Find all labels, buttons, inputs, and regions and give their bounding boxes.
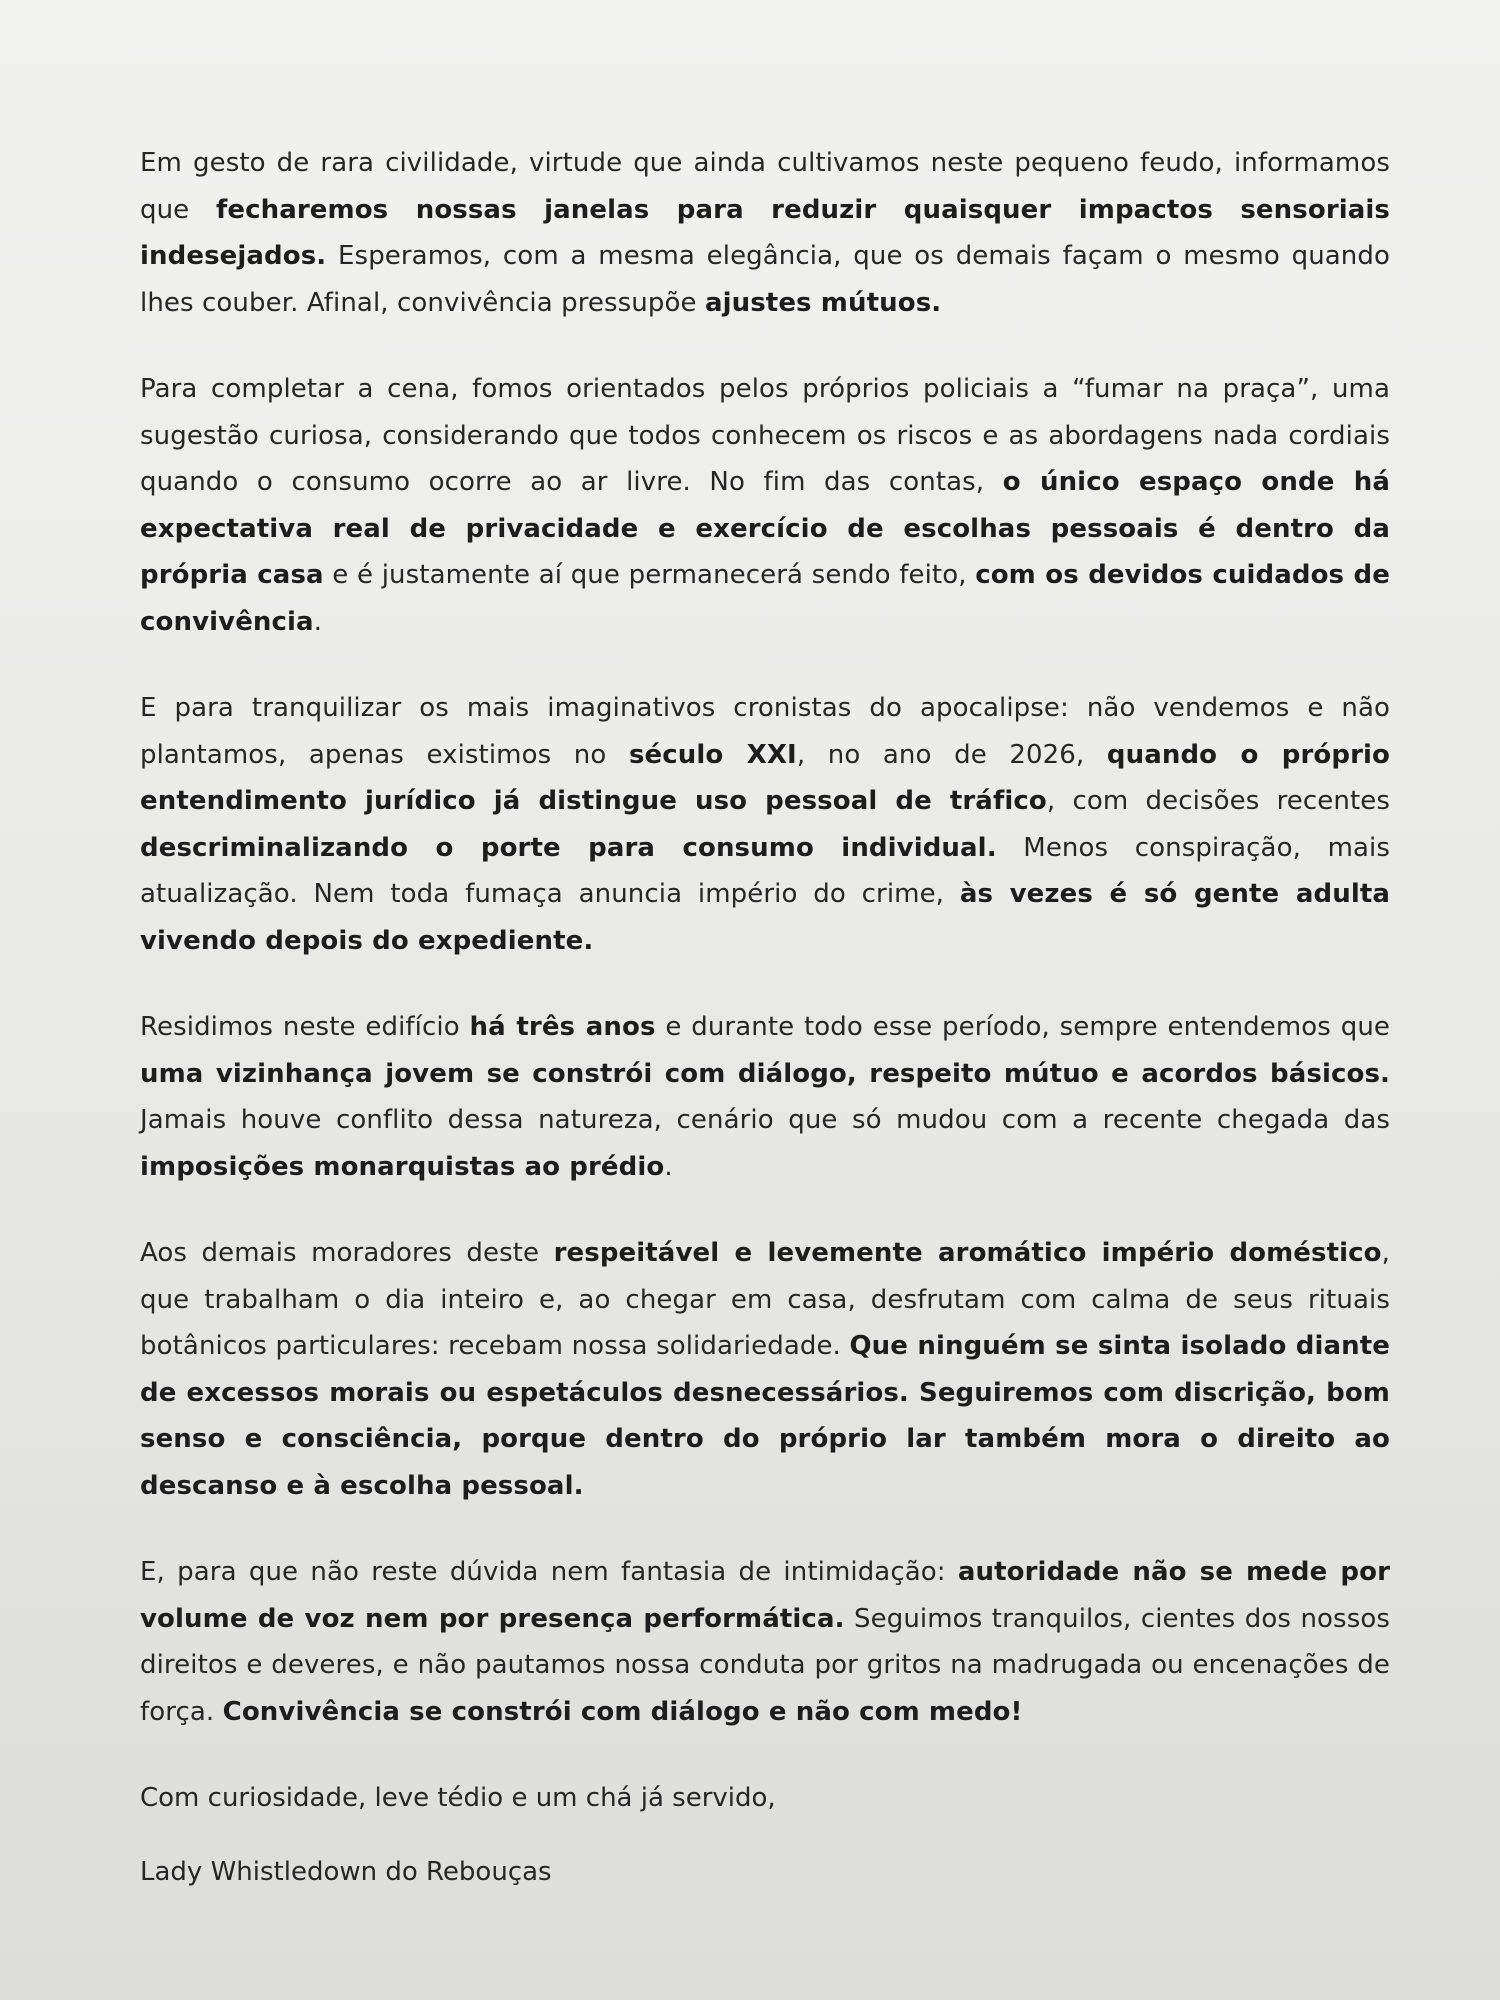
emphasis-text: respeitável e levemente aromático império doméstico (553, 1238, 1382, 1268)
body-text: , com decisões recentes (1046, 786, 1390, 816)
body-text: , que trabalham o dia inteiro e, ao chegar em casa, desfrutam com calma de seus rituais botânicos particulares: recebam nossa solidariedade. (140, 1238, 1391, 1361)
emphasis-text: imposições monarquistas ao prédio (140, 1151, 665, 1182)
body-text: Residimos neste edifício (140, 1012, 470, 1042)
letter-paragraphs (140, 140, 1390, 1735)
letter-body (140, 140, 1390, 1895)
body-text: Menos conspiração, mais atualização. Nem toda fumaça anuncia império do crime, (140, 832, 1390, 909)
body-text: Esperamos, com a mesma elegância, que os demais façam o mesmo quando lhes couber. Afinal, convivência pressupõe (140, 241, 1390, 318)
emphasis-text: autoridade não se mede por volume de voz nem por presença performática. (140, 1557, 1390, 1634)
letter-closing: Com curiosidade, leve tédio e um chá já servido, (140, 1783, 776, 1813)
emphasis-text: século XXI (628, 739, 797, 770)
body-text: . (664, 1151, 673, 1182)
body-text: E para tranquilizar os mais imaginativos cronistas do apocalipse: não vendemos e não plantamos, apenas existimos no (140, 693, 1390, 770)
emphasis-text: com os devidos cuidados de convivência (140, 560, 1390, 637)
body-text: . (313, 606, 323, 637)
emphasis-text: descriminalizando o porte para consumo individual. (140, 832, 997, 863)
emphasis-text: fecharemos nossas janelas para reduzir quaisquer impactos sensoriais indesejados. (140, 194, 1390, 271)
emphasis-text: Convivência se constrói com diálogo e não com medo! (222, 1696, 1023, 1727)
emphasis-text: há três anos (469, 1012, 656, 1042)
paragraph-2 (140, 366, 1390, 645)
emphasis-text: às vezes é só gente adulta vivendo depois do expediente. (140, 879, 1391, 956)
paragraph-3 (140, 685, 1390, 964)
paragraph-1 (140, 140, 1390, 326)
emphasis-text: uma vizinhança jovem se constrói com diálogo, respeito mútuo e acordos básicos. (140, 1058, 1390, 1089)
paragraph-5 (140, 1230, 1390, 1509)
emphasis-text: o único espaço onde há expectativa real de privacidade e exercício de escolhas pessoais é dentro da própria casa (140, 467, 1390, 590)
body-text: Em gesto de rara civilidade, virtude que ainda cultivamos neste pequeno feudo, informamos que (140, 148, 1390, 225)
body-text: E, para que não reste dúvida nem fantasia de intimidação: (140, 1557, 958, 1587)
emphasis-text: quando o próprio entendimento jurídico já distingue uso pessoal de tráfico (140, 739, 1391, 816)
body-text: Aos demais moradores deste (140, 1238, 554, 1268)
paragraph-4 (140, 1004, 1390, 1190)
body-text: Jamais houve conflito dessa natureza, cenário que só mudou com a recente chegada das (140, 1105, 1390, 1135)
body-text: , no ano de 2026, (796, 739, 1107, 770)
body-text: Para completar a cena, fomos orientados pelos próprios policiais a “fumar na praça”, uma sugestão curiosa, considerando que todos conhecem os riscos e as abordagens nada cordiais quando o consumo ocorre ao ar livre. No fim das contas, (140, 374, 1390, 497)
letter-signature: Lady Whistledown do Rebouças (140, 1857, 552, 1887)
body-text: e é justamente aí que permanecerá sendo feito, (323, 560, 976, 590)
body-text: e durante todo esse período, sempre entendemos que (655, 1012, 1391, 1042)
emphasis-text: Que ninguém se sinta isolado diante de excessos morais ou espetáculos desnecessários. Seguiremos com discrição, bom senso e consciência, porque dentro do próprio lar também mora o direito ao descanso e à escolha pessoal. (140, 1331, 1390, 1501)
paragraph-6 (140, 1549, 1390, 1735)
body-text: Seguimos tranquilos, cientes dos nossos direitos e deveres, e não pautamos nossa conduta por gritos na madrugada ou encenações de força. (140, 1603, 1390, 1727)
emphasis-text: ajustes mútuos. (704, 287, 942, 318)
